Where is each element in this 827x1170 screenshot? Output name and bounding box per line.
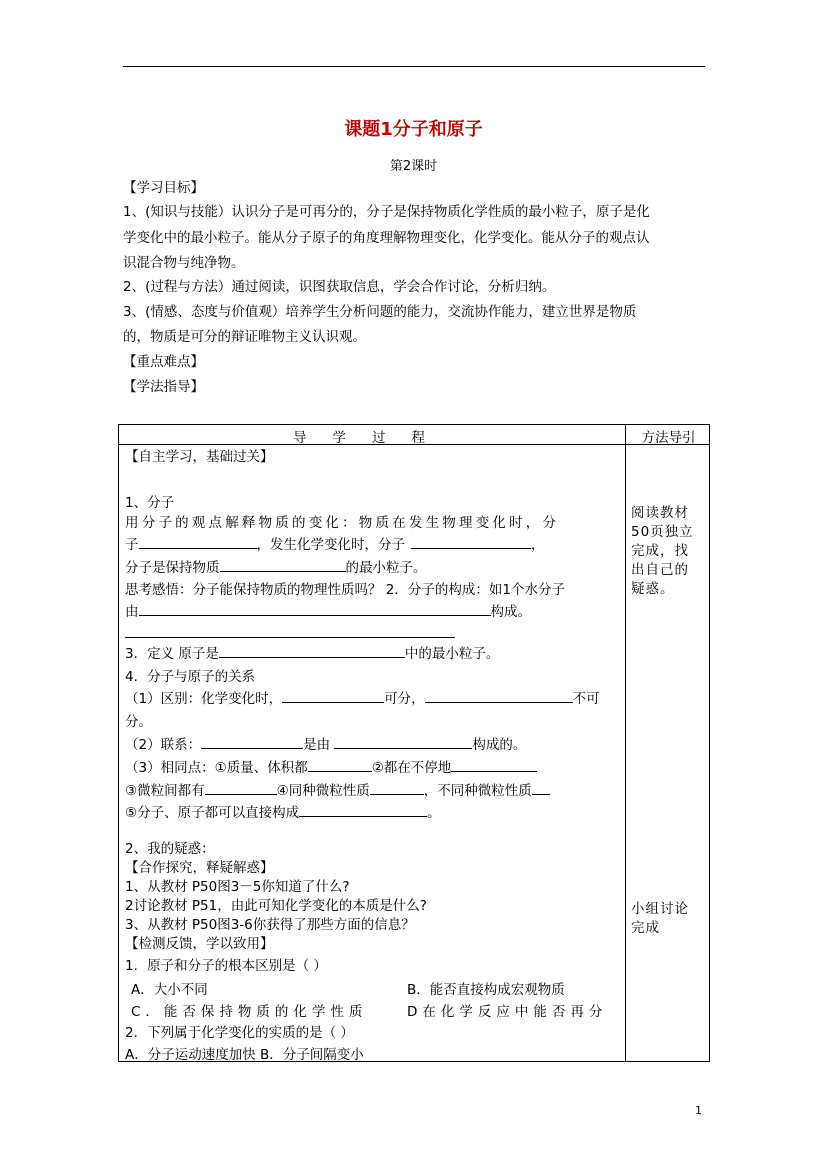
column-header-process: 导学过程 [293,430,451,446]
blank-compose[interactable] [299,802,427,817]
molecule-line-2 [125,533,545,553]
option-1c[interactable]: C．能否保持物质的化学性质 [131,1004,368,1020]
page-number: 1 [695,1104,702,1117]
molecule-line-2-c: ， [531,537,545,553]
similarity-d: ④同种微粒性质 [276,783,370,799]
molecule-line-5 [125,600,531,620]
molecule-line-3-b: 的最小粒子。 [345,560,427,576]
difference-a: （1）区别：化学变化时， [125,691,283,707]
guide-2-line-1: 小组讨论 [631,901,689,917]
blank-different-property[interactable] [532,780,550,795]
column-header-method: 方法导引 [641,430,696,446]
blank-connection-2[interactable] [334,734,472,749]
blank-motion[interactable] [451,757,537,772]
blank-mass-volume[interactable] [308,757,372,772]
guide-2-line-2: 完成 [631,920,660,936]
similarity-b: ②都在不停地 [371,760,452,776]
method-heading: 【学法指导】 [123,379,204,395]
page-title: 课题1分子和原子 [344,119,483,140]
blank-chemical-change[interactable] [411,534,531,549]
connection-c: 构成的。 [472,737,527,753]
option-1d[interactable]: D在化学反应中能否再分 [407,1004,608,1020]
method-guide-1 [631,504,709,599]
connection-a: （2）联系： [125,737,202,753]
similarity-a: （3）相同点：①质量、体积都 [125,760,308,776]
guide-1-line-2: 50页独立 [631,524,694,540]
option-1a[interactable]: A．大小不同 [131,982,208,998]
atom-definition [125,642,499,662]
similarity-e: ，不同种微粒性质 [423,783,532,799]
similarity-c: ③微粒间都有 [125,783,205,799]
objectives-heading: 【学习目标】 [123,180,204,196]
blank-atom-definition[interactable] [219,643,405,658]
blank-divisible[interactable] [282,688,384,703]
similarity-line-1 [125,756,537,776]
similarity-line-2 [125,779,550,799]
question-1: 1、从教材 P50图3－5你知道了什么? [125,879,350,895]
difference-line [125,687,600,707]
difference-b: 可分， [384,691,425,707]
doubts-label: 2、我的疑惑： [125,841,215,857]
molecule-line-3-a: 分子是保持物质 [125,560,220,576]
connection-b: 是由 [303,737,335,753]
blank-same-property[interactable] [370,780,424,795]
connection-line [125,733,526,753]
molecule-line-5-a: 由 [125,604,139,620]
guide-1-line-4: 出自己的 [631,562,689,578]
blank-molecule-keeps[interactable] [220,557,346,572]
blank-gap[interactable] [205,780,277,795]
blank-indivisible[interactable] [425,688,573,703]
blank-connection-1[interactable] [201,734,303,749]
objective-3-line-2: 的，物质是可分的辩证唯物主义认识观。 [123,329,366,345]
lesson-label: 第2课时 [389,159,438,174]
test-question-1: 1．原子和分子的根本区别是（ ） [125,958,327,974]
similarity-line-3 [125,801,441,821]
answer-line[interactable] [125,637,455,638]
column-divider [625,425,626,1061]
relation-title: 4．分子与原子的关系 [125,669,256,685]
cooperation-heading: 【合作探究，释疑解惑】 [125,860,274,876]
blank-water-molecule[interactable] [139,601,491,616]
test-question-2: 2．下列属于化学变化的实质的是（ ） [125,1025,354,1041]
objective-1-line-2: 学变化中的最小粒子。能从分子原子的角度理解物理变化，化学变化。能从分子的观点认 [123,230,650,246]
question-2: 2讨论教材 P51，由此可知化学变化的本质是什么? [125,898,427,914]
objective-2: 2、(过程与方法）通过阅读，识图获取信息，学会合作讨论，分析归纳。 [123,279,556,295]
method-guide-2 [631,900,709,938]
objective-1-line-1: 1、(知识与技能）认识分子是可再分的，分子是保持物质化学性质的最小粒子，原子是化 [123,204,650,220]
molecule-line-5-b: 构成。 [490,604,531,620]
key-points-heading: 【重点难点】 [123,354,204,370]
difference-end: 分。 [125,714,152,730]
test-heading: 【检测反馈，学以致用】 [125,936,274,952]
guide-1-line-3: 完成，找 [631,543,689,559]
header-rule [123,66,705,67]
self-study-heading: 【自主学习，基础过关】 [125,449,274,465]
molecule-line-2-b: ，发生化学变化时，分子 [256,537,405,553]
option-1b[interactable]: B．能否直接构成宏观物质 [407,982,565,998]
section-molecule-title: 1、分子 [125,495,175,511]
study-table [118,424,710,1062]
blank-physical-change[interactable] [139,534,257,549]
molecule-line-3 [125,556,427,576]
molecule-line-1: 用分子的观点解释物质的变化：物质在发生物理变化时，分 [125,515,560,531]
atom-definition-a: 3．定义 原子是 [125,646,219,662]
molecule-line-2-a: 子 [125,537,139,553]
options-2ab[interactable]: A．分子运动速度加快 B．分子间隔变小 [125,1047,364,1063]
guide-1-line-5: 疑惑。 [631,581,675,597]
guide-1-line-1: 阅读教材 [631,505,689,521]
difference-c: 不可 [572,691,600,707]
objective-1-line-3: 识混合物与纯净物。 [123,255,245,271]
objective-3-line-1: 3、(情感、态度与价值观）培养学生分析问题的能力，交流协作能力，建立世界是物质 [123,304,637,320]
question-3: 3、从教材 P50图3-6你获得了那些方面的信息？ [125,917,415,933]
molecule-line-4: 思考感悟：分子能保持物质的物理性质吗？ 2．分子的构成：如1个水分子 [125,582,565,598]
similarity-f: ⑤分子、原子都可以直接构成 [125,805,300,821]
atom-definition-b: 中的最小粒子。 [404,646,500,662]
similarity-g: 。 [427,805,441,821]
